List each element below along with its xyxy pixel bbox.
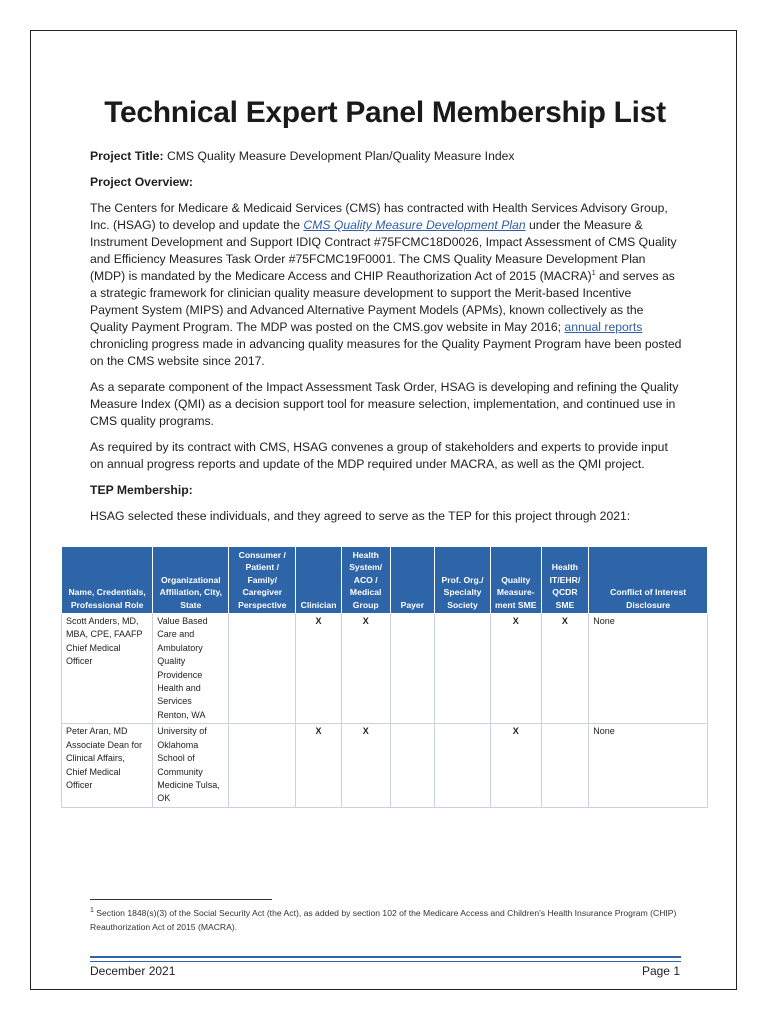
- footnote-marker: 1: [90, 907, 94, 915]
- header-payer: Payer: [390, 547, 435, 614]
- qmi-paragraph: As a separate component of the Impact Assessment Task Order, HSAG is developing and refining the Quality Measure Index (QMI) as a decision support tool for measure selection, implementation, and continued use in CMS quality programs.: [90, 380, 679, 428]
- prof-org-cell: [435, 614, 491, 724]
- page-number: Page 1: [641, 964, 680, 978]
- clinician-cell: X: [296, 614, 342, 724]
- quality-cell: X: [490, 614, 541, 724]
- table-header-row: [62, 547, 708, 614]
- payer-cell: [390, 614, 435, 724]
- footnote-divider: [90, 899, 272, 900]
- footnote-ref[interactable]: 1: [591, 269, 596, 277]
- page-title: Technical Expert Panel Membership List: [104, 96, 666, 129]
- coi-cell: None: [589, 724, 708, 807]
- overview-paragraph: [90, 200, 682, 370]
- clinician-cell: X: [296, 724, 342, 807]
- footer-date: December 2021: [90, 964, 176, 978]
- quality-cell: X: [490, 724, 541, 807]
- footer-divider: [90, 956, 681, 962]
- health-it-cell: [541, 724, 589, 807]
- health-system-cell: X: [341, 724, 390, 807]
- header-consumer: Consumer / Patient / Family/ Caregiver Perspective: [229, 547, 296, 614]
- header-org: Organizational Affiliation, City, State: [153, 547, 229, 614]
- table-row: [62, 724, 708, 807]
- header-health-system: Health System/ ACO / Medical Group: [341, 547, 390, 614]
- overview-heading: Project Overview:: [90, 175, 193, 189]
- header-health-it: Health IT/EHR/ QCDR SME: [541, 547, 589, 614]
- prof-org-cell: [435, 724, 491, 807]
- project-title-label: Project Title:: [90, 149, 164, 163]
- mdp-link[interactable]: CMS Quality Measure Development Plan: [303, 218, 526, 232]
- footnote-text: Section 1848(s)(3) of the Social Security Act (the Act), as added by section 102 of the Medicare Access and Children's Health Insurance Program (CHIP) Reauthorization Act of 2015 (MACRA).: [90, 908, 677, 932]
- footnote: [90, 906, 690, 934]
- project-title-value: CMS Quality Measure Development Plan/Quality Measure Index: [167, 149, 515, 163]
- health-it-cell: X: [541, 614, 589, 724]
- header-quality: Quality Measure-ment SME: [490, 547, 541, 614]
- membership-heading: TEP Membership:: [90, 483, 193, 497]
- member-org: Value Based Care and Ambulatory Quality Providence Health and Services Renton, WA: [153, 614, 229, 724]
- health-system-cell: X: [341, 614, 390, 724]
- overview-text-2: under the Measure & Instrument Development and Support IDIQ Contract #75FCMC18D0026, Impact Assessment of CMS Quality and Efficiency Measures Task Order #75FCMC19F0001. The CMS Quality Measure Development Plan (MDP) is mandated by the Medicare Access and CHIP Reauthorization Act of 2015 (MACRA): [90, 218, 677, 283]
- member-name: Peter Aran, MD Associate Dean for Clinical Affairs, Chief Medical Officer: [62, 724, 153, 807]
- consumer-cell: [229, 724, 296, 807]
- membership-intro: HSAG selected these individuals, and they agreed to serve as the TEP for this project through 2021:: [90, 509, 631, 523]
- header-coi: Conflict of Interest Disclosure: [589, 547, 708, 614]
- payer-cell: [390, 724, 435, 807]
- overview-text-3: and serves as a strategic framework for clinician quality measure development to support the Merit-based Incentive Payment System (MIPS) and Advanced Alternative Payment Models (APMs), known collectively as the Quality Payment Program. The MDP was posted on the CMS.gov website in May 2016;: [90, 269, 675, 334]
- overview-text-4: chronicling progress made in advancing quality measures for the Quality Payment Program have been posted on the CMS website since 2017.: [90, 337, 682, 368]
- table-row: [62, 614, 708, 724]
- overview-text-1: The Centers for Medicare & Medicaid Services (CMS) has contracted with Health Services Advisory Group, Inc. (HSAG) to develop and update the: [90, 201, 668, 232]
- project-title: [90, 148, 682, 165]
- header-clinician: Clinician: [296, 547, 342, 614]
- header-name: Name, Credentials, Professional Role: [62, 547, 153, 614]
- annual-reports-link[interactable]: annual reports: [564, 320, 643, 334]
- contract-paragraph: As required by its contract with CMS, HSAG convenes a group of stakeholders and experts to provide input on annual progress reports and update of the MDP required under MACRA, as well as the QMI project.: [90, 440, 668, 471]
- member-org: University of Oklahoma School of Community Medicine Tulsa, OK: [153, 724, 229, 807]
- document-body: [90, 148, 682, 534]
- member-name: Scott Anders, MD, MBA, CPE, FAAFP Chief Medical Officer: [62, 614, 153, 724]
- header-prof-org: Prof. Org./ Specialty Society: [435, 547, 491, 614]
- consumer-cell: [229, 614, 296, 724]
- tep-membership-table: [61, 546, 708, 808]
- coi-cell: None: [589, 614, 708, 724]
